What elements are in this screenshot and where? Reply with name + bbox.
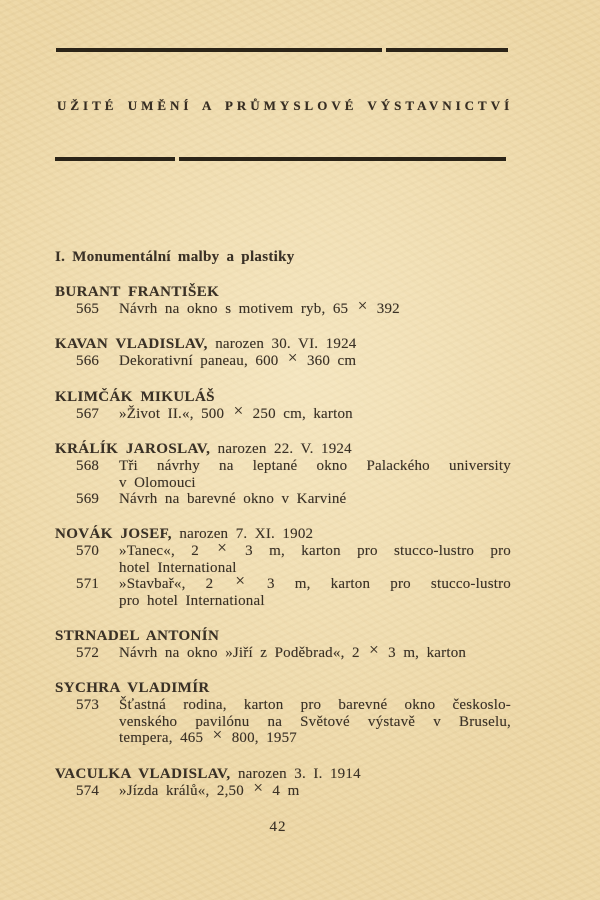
page-number: 42 — [269, 819, 287, 835]
work-item — [55, 777, 511, 799]
work-item — [55, 400, 511, 422]
work-line: Návrh na okno s motivem ryb, 65 × 392 — [119, 296, 400, 317]
work-line: »Život II.«, 500 × 250 cm, karton — [119, 400, 353, 422]
work-line: Šťastná rodina, karton pro barevné okno českoslo- — [119, 697, 511, 714]
work-line: Dekorativní paneau, 600 × 360 cm — [119, 348, 357, 370]
top-rule — [56, 48, 508, 52]
artist-born-text: narozen 7. XI. 1902 — [171, 526, 314, 543]
work-item — [55, 296, 511, 317]
work-description — [119, 458, 511, 491]
work-number: 571 — [76, 576, 100, 593]
catalog-entry — [55, 628, 511, 661]
work-item — [55, 538, 511, 576]
work-number: 565 — [76, 301, 100, 317]
page-header: UŽITÉ UMĚNÍ A PRŮMYSLOVÉ VÝSTAVNICTVÍ — [57, 98, 514, 113]
work-line: »Jízda králů«, 2,50 × 4 m — [119, 777, 300, 799]
work-line: hotel International — [119, 559, 237, 576]
catalog-entry — [55, 441, 511, 507]
section-title: I. Monumentální malby a plastiky — [55, 249, 295, 265]
work-item — [55, 640, 511, 662]
work-line: »Tanec«, 2 × 3 m, karton pro stucco-lustro pro — [119, 538, 511, 560]
artist-name: KLIMČÁK MIKULÁŠ — [55, 388, 215, 405]
artist-name: STRNADEL ANTONÍN — [55, 628, 220, 645]
work-item — [55, 348, 511, 370]
work-description — [119, 348, 511, 370]
work-number: 572 — [76, 645, 100, 662]
artist-line — [55, 766, 511, 783]
artist-born-text: narozen 3. I. 1914 — [230, 765, 361, 782]
artist-name: SYCHRA VLADIMÍR — [55, 680, 210, 697]
work-description — [119, 491, 511, 507]
artist-line — [55, 389, 511, 406]
work-number: 567 — [76, 405, 100, 422]
artist-born-text: narozen 30. VI. 1924 — [207, 336, 357, 353]
work-line: venského pavilónu na Světové výstavě v Bruselu, — [119, 713, 511, 730]
work-line: »Stavbař«, 2 × 3 m, karton pro stucco-lustro — [119, 571, 511, 593]
artist-line — [55, 284, 511, 301]
catalog-entry — [55, 284, 511, 317]
catalog-entry — [55, 526, 511, 609]
work-item — [55, 571, 511, 609]
artist-name: VACULKA VLADISLAV, — [55, 765, 231, 782]
work-line: v Olomouci — [119, 474, 196, 491]
work-description — [119, 296, 511, 317]
work-description — [119, 538, 511, 576]
work-description — [119, 777, 511, 799]
work-description — [119, 697, 511, 746]
artist-line — [55, 526, 511, 543]
catalog-entry — [55, 389, 511, 422]
work-item — [55, 491, 511, 507]
artist-line — [55, 628, 511, 645]
catalog-entry — [55, 336, 511, 369]
catalog-entry — [55, 766, 511, 799]
work-number: 566 — [76, 353, 100, 370]
work-description — [119, 400, 511, 422]
work-item — [55, 697, 511, 746]
artist-name: KRÁLÍK JAROSLAV, — [55, 441, 211, 458]
work-number: 573 — [76, 697, 100, 714]
work-line: pro hotel International — [119, 592, 265, 609]
catalog-entries — [55, 284, 511, 818]
artist-name: NOVÁK JOSEF, — [55, 526, 172, 543]
work-description — [119, 640, 511, 662]
work-number: 569 — [76, 491, 100, 508]
work-description — [119, 571, 511, 609]
work-line: tempera, 465 × 800, 1957 — [119, 725, 297, 747]
artist-name: BURANT FRANTIŠEK — [55, 284, 220, 300]
artist-born-text: narozen 22. V. 1924 — [210, 441, 352, 458]
work-line: Návrh na okno »Jiří z Poděbrad«, 2 × 3 m, karton — [119, 640, 467, 662]
work-line: Tři návrhy na leptané okno Palackého university — [119, 458, 511, 475]
artist-line — [55, 441, 511, 458]
work-line: Návrh na barevné okno v Karviné — [119, 491, 347, 508]
artist-name: KAVAN VLADISLAV, — [55, 336, 208, 353]
artist-line — [55, 336, 511, 353]
work-number: 568 — [76, 458, 100, 475]
artist-line — [55, 680, 511, 697]
work-number: 574 — [76, 782, 100, 799]
catalog-entry — [55, 680, 511, 746]
work-number: 570 — [76, 543, 100, 560]
work-item — [55, 458, 511, 491]
bottom-rule — [55, 157, 506, 161]
